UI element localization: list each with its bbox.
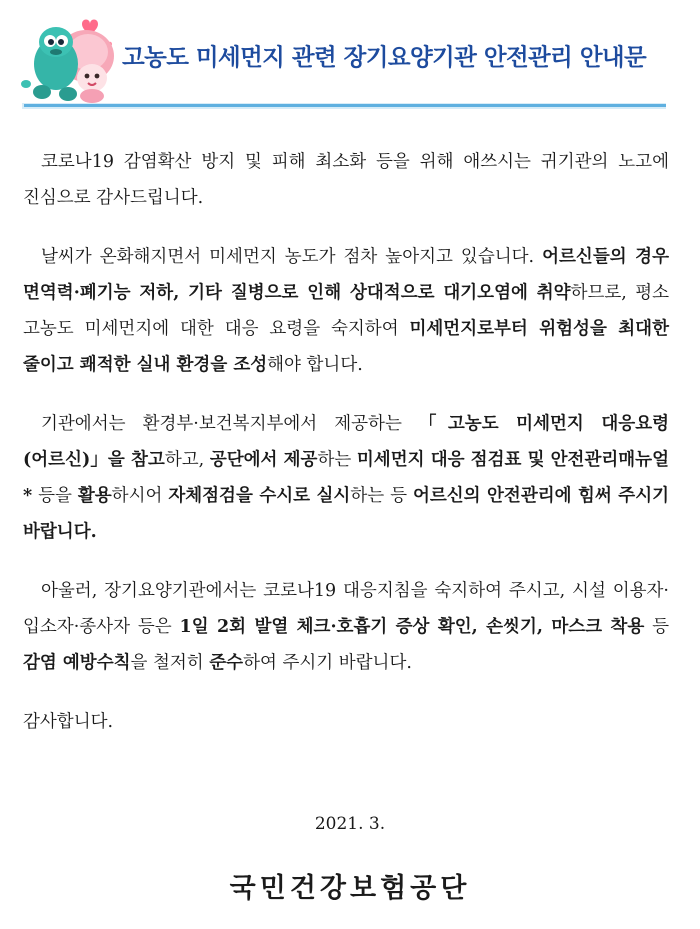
paragraph-greeting bbox=[23, 144, 669, 216]
text-segment: 하여 주시기 바랍니다. bbox=[243, 653, 412, 673]
emphasis-text: 어르신들의 경우 면역력·폐기능 저하, 기타 질병으로 인해 상대적으로 대기오염에 취약 bbox=[23, 247, 669, 303]
emphasis-text: 미세먼지로부터 위험성을 최대한 줄이고 쾌적한 실내 환경을 조성 bbox=[23, 319, 669, 375]
thanks-text: 감사합니다. bbox=[23, 712, 114, 732]
paragraph-thanks bbox=[23, 704, 669, 740]
emphasis-text: 활용 bbox=[77, 486, 112, 506]
emphasis-text: 1일 2회 발열 체크·호흡기 증상 확인, 손씻기, 마스크 착용 bbox=[179, 617, 645, 637]
text-segment: 아울러, 장기요양기관에서는 코로나19 대응지침을 숙지하여 주시고, 시설 이용자·입소자·종사자 등은 bbox=[23, 581, 669, 637]
text-segment: 하는 등 bbox=[350, 486, 413, 506]
page-title: 고농도 미세먼지 관련 장기요양기관 안전관리 안내문 bbox=[122, 43, 647, 71]
paragraph-guidelines bbox=[23, 406, 669, 550]
header-rule bbox=[24, 104, 666, 107]
emphasis-text: 공단에서 제공 bbox=[209, 450, 318, 470]
emphasis-text: 감염 예방수칙 bbox=[23, 653, 131, 673]
emphasis-text: 「고농도 미세먼지 대응요령(어르신)」을 참고 bbox=[23, 414, 669, 470]
document-body bbox=[23, 144, 669, 740]
text-segment: 등을 bbox=[32, 486, 78, 506]
header bbox=[0, 0, 700, 112]
emphasis-text: 준수 bbox=[209, 653, 244, 673]
paragraph-fine-dust bbox=[23, 239, 669, 383]
paragraph-covid-rules bbox=[23, 573, 669, 681]
organization-name: 국민건강보험공단 bbox=[229, 873, 471, 904]
text-segment: 하시어 bbox=[111, 486, 169, 506]
document-date: 2021. 3. bbox=[314, 814, 386, 834]
text-segment: 날씨가 온화해지면서 미세먼지 농도가 점차 높아지고 있습니다. bbox=[41, 247, 543, 267]
emphasis-text: 어르신의 안전관리에 힘써 주시기 바랍니다. bbox=[23, 486, 670, 542]
text-segment: 등 bbox=[644, 617, 669, 637]
text-segment: 하고, bbox=[164, 450, 210, 470]
greeting-text: 코로나19 감염확산 방지 및 피해 최소화 등을 위해 애쓰시는 귀기관의 노고에 진심으로 감사드립니다. bbox=[23, 152, 669, 208]
text-segment: 하므로, 평소 고농도 미세먼지에 대한 대응 요령을 숙지하여 bbox=[23, 283, 669, 339]
text-segment: 하는 bbox=[317, 450, 357, 470]
text-segment: 을 철저히 bbox=[130, 653, 210, 673]
mascot-characters-icon bbox=[20, 14, 124, 106]
text-segment: 기관에서는 환경부·보건복지부에서 제공하는 bbox=[41, 414, 419, 434]
text-segment: 해야 합니다. bbox=[267, 355, 363, 375]
emphasis-text: 미세먼지 대응 점검표 및 안전관리매뉴얼* bbox=[23, 450, 669, 506]
emphasis-text: 자체점검을 수시로 실시 bbox=[168, 486, 351, 506]
